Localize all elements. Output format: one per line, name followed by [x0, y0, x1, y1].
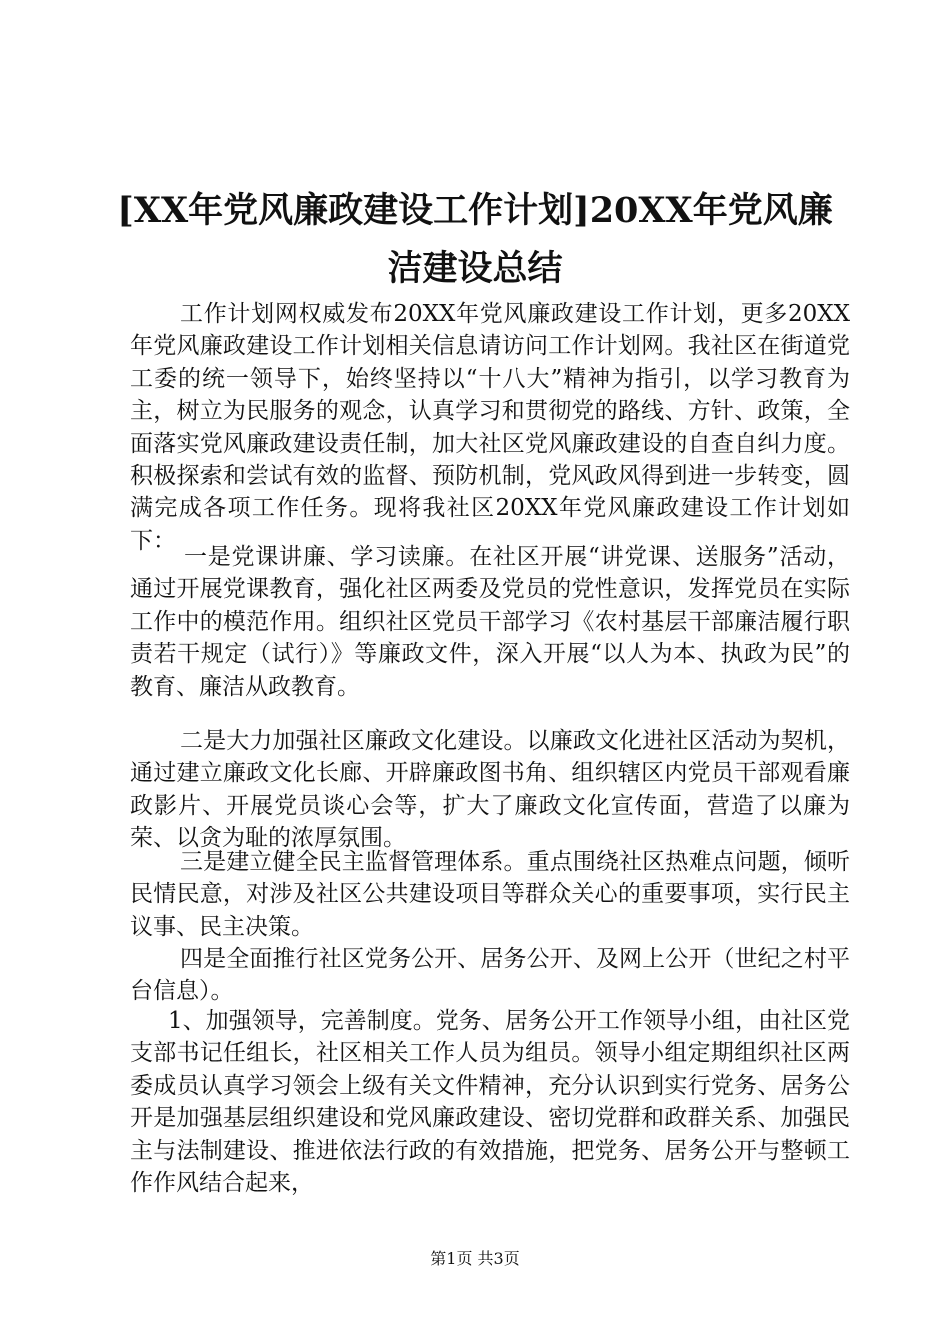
page-number-footer: 第1页 共3页 [430, 1249, 520, 1268]
paragraph-intro: 工作计划网权威发布20XX年党风廉政建设工作计划，更多20XX年党风廉政建设工作计划相关信息请访问工作计划网。我社区在街道党工委的统一领导下，始终坚持以“十八大”精神为指引，以学习教育为主，树立为民服务的观念，认真学习和贯彻党的路线、方针、政策，全面落实党风廉政建设责任制，加大社区党风廉政建设的自查自纠力度。积极探索和尝试有效的监督、预防机制，党风政风得到进一步转变，圆满完成各项工作任务。现将我社区20XX年党风廉政建设工作计划如下： [130, 301, 850, 554]
document-title-line-1: [XX年党风廉政建设工作计划]20XX年党风廉 [117, 190, 833, 231]
document-title-line-2: 洁建设总结 [387, 248, 563, 289]
paragraph-item-3: 三是建立健全民主监督管理体系。重点围绕社区热难点问题，倾听民情民意，对涉及社区公共建设项目等群众关心的重要事项，实行民主议事、民主决策。 [130, 849, 850, 940]
paragraph-item-4-1: 1、加强领导，完善制度。党务、居务公开工作领导小组，由社区党支部书记任组长，社区相关工作人员为组员。领导小组定期组织社区两委成员认真学习领会上级有关文件精神，充分认识到实行党务、居务公开是加强基层组织建设和党风廉政建设、密切党群和政群关系、加强民主与法制建设、推进依法行政的有效措施，把党务、居务公开与整顿工作作风结合起来， [130, 1008, 850, 1197]
paragraph-item-2: 二是大力加强社区廉政文化建设。以廉政文化进社区活动为契机，通过建立廉政文化长廊、开辟廉政图书角、组织辖区内党员干部观看廉政影片、开展党员谈心会等，扩大了廉政文化宣传面，营造了以廉为荣、以贪为耻的浓厚氛围。 [130, 728, 850, 852]
paragraph-item-1: 一是党课讲廉、学习读廉。在社区开展“讲党课、送服务”活动，通过开展党课教育，强化社区两委及党员的党性意识，发挥党员在实际工作中的模范作用。组织社区党员干部学习《农村基层干部廉洁履行职责若干规定（试行）》等廉政文件，深入开展“以人为本、执政为民”的教育、廉洁从政教育。 [130, 544, 850, 700]
paragraph-item-4: 四是全面推行社区党务公开、居务公开、及网上公开（世纪之村平台信息）。 [130, 946, 850, 1005]
